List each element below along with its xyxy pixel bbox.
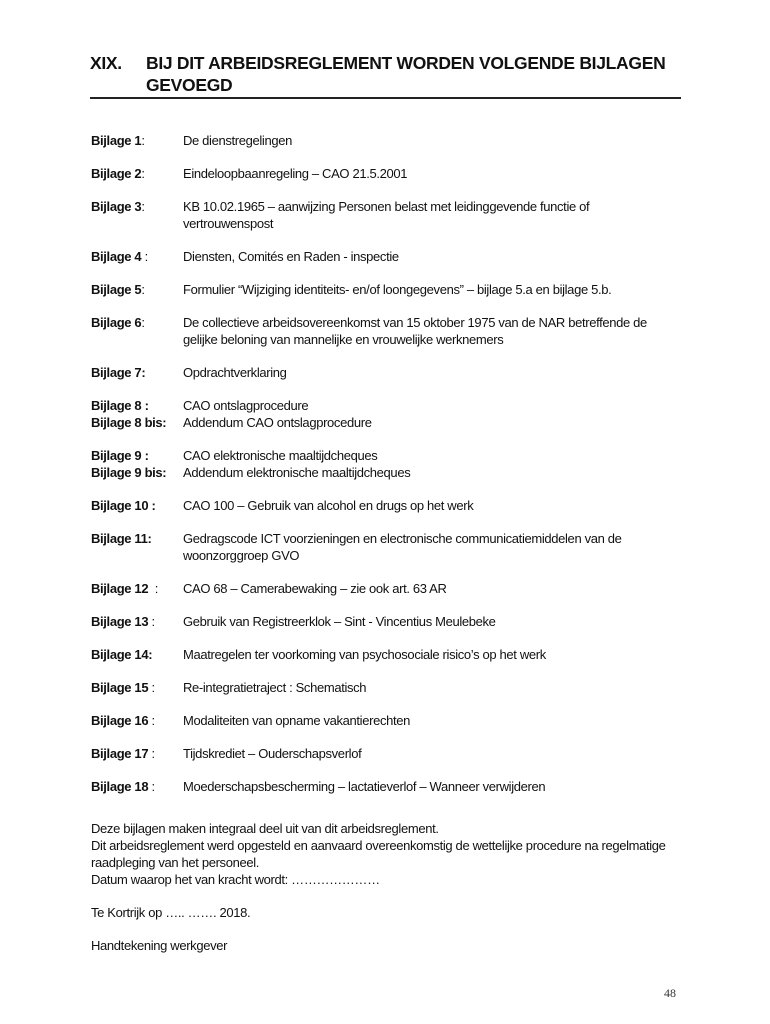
annex-label-suffix: : [148,581,158,596]
annex-number: Bijlage 4 [91,249,142,264]
annex-item-14 [91,646,681,663]
annex-label-suffix: : [148,680,155,695]
annex-item-11 [91,530,681,564]
annex-item-16 [91,712,681,729]
annex-item-18 [91,778,681,795]
annex-label [91,712,183,729]
annex-number: Bijlage 16 [91,713,149,728]
annex-description: CAO ontslagprocedure [183,398,309,413]
annex-number: Bijlage 14: [91,647,153,662]
annex-description: De dienstregelingen [183,133,292,148]
annex-label-suffix: : [141,315,145,330]
annex-number: Bijlage 3 [91,199,142,214]
annex-number: Bijlage 15 [91,680,149,695]
annex-label [91,248,183,265]
annex-item-10 [91,497,681,514]
annex-group-17 [91,745,681,762]
page-number: 48 [664,986,676,1000]
annex-description: Gebruik van Registreerklok – Sint - Vincentius Meulebeke [183,614,496,629]
annex-label [91,198,183,215]
annex-description: Eindeloopbaanregeling – CAO 21.5.2001 [183,166,408,181]
annex-description: De collectieve arbeidsovereenkomst van 15 oktober 1975 van de NAR betreffende de gelijke beloning van mannelijke en vrouwelijke werknemers [183,315,647,347]
annex-description: Tijdskrediet – Ouderschapsverlof [183,746,362,761]
annex-description: CAO elektronische maaltijdcheques [183,448,378,463]
annex-label [91,679,183,696]
closing-statement [91,820,681,954]
annex-label [91,497,183,514]
annex-label [91,397,183,414]
annex-group-9 [91,447,681,481]
place-and-date: Te Kortrijk op ….. ……. 2018. [91,905,251,920]
annex-label [91,364,183,381]
annex-group-13 [91,613,681,630]
annex-item-17 [91,745,681,762]
annex-group-6 [91,314,681,348]
annex-label-suffix: : [141,249,148,264]
annex-item-12 [91,580,681,597]
annex-description: Re-integratietraject : Schematisch [183,680,367,695]
annex-label [91,530,183,547]
annex-item-2 [91,165,681,182]
annex-label-suffix: : [148,713,155,728]
annex-number: Bijlage 17 [91,746,149,761]
annex-item-13 [91,613,681,630]
annex-label [91,646,183,663]
annex-description: Opdrachtverklaring [183,365,287,380]
annex-item-5 [91,281,681,298]
annex-label-suffix: : [141,199,145,214]
annex-group-14 [91,646,681,663]
closing-line-procedure: Dit arbeidsreglement werd opgesteld en aanvaard overeenkomstig de wettelijke procedure na regelmatige raadpleging van het personeel. [91,838,666,870]
annex-label [91,281,183,298]
annex-item-4 [91,248,681,265]
annex-description: Addendum elektronische maaltijdcheques [183,465,411,480]
annex-number: Bijlage 9 : [91,448,149,463]
closing-line-effective-date: Datum waarop het van kracht wordt: ………………… [91,872,380,887]
annex-label [91,314,183,331]
annex-number: Bijlage 18 [91,779,149,794]
annex-label [91,414,183,431]
annex-group-2 [91,165,681,182]
annex-description: CAO 68 – Camerabewaking – zie ook art. 63 AR [183,581,447,596]
annex-group-7 [91,364,681,381]
annex-number: Bijlage 8 : [91,398,149,413]
annex-list [91,132,681,811]
annex-number: Bijlage 6 [91,315,142,330]
heading-rule-divider [90,97,681,99]
annex-label-suffix: : [148,614,155,629]
annex-item-1 [91,132,681,149]
annex-group-5 [91,281,681,298]
annex-description: Moederschapsbescherming – lactatieverlof – Wanneer verwijderen [183,779,546,794]
annex-number: Bijlage 8 bis: [91,415,167,430]
annex-label [91,464,183,481]
annex-item-8 [91,397,681,414]
annex-label [91,132,183,149]
annex-number: Bijlage 2 [91,166,142,181]
annex-item-15 [91,679,681,696]
annex-item-3 [91,198,681,232]
annex-group-15 [91,679,681,696]
annex-number: Bijlage 12 [91,581,149,596]
annex-group-3 [91,198,681,232]
annex-group-18 [91,778,681,795]
annex-group-1 [91,132,681,149]
annex-description: Addendum CAO ontslagprocedure [183,415,372,430]
section-title: BIJ DIT ARBEIDSREGLEMENT WORDEN VOLGENDE BIJLAGEN GEVOEGD [146,53,666,95]
annex-number: Bijlage 10 : [91,498,156,513]
annex-group-12 [91,580,681,597]
annex-number: Bijlage 11: [91,531,152,546]
annex-item-7 [91,364,681,381]
annex-label [91,613,183,630]
annex-description: KB 10.02.1965 – aanwijzing Personen belast met leidinggevende functie of vertrouwenspost [183,199,590,231]
annex-label [91,778,183,795]
annex-group-8 [91,397,681,431]
annex-group-11 [91,530,681,564]
annex-item-8-bis [91,414,681,431]
annex-description: Formulier “Wijziging identiteits- en/of loongegevens” – bijlage 5.a en bijlage 5.b. [183,282,612,297]
annex-description: CAO 100 – Gebruik van alcohol en drugs op het werk [183,498,474,513]
annex-number: Bijlage 5 [91,282,142,297]
annex-label [91,745,183,762]
annex-item-6 [91,314,681,348]
annex-description: Maatregelen ter voorkoming van psychosociale risico’s op het werk [183,647,546,662]
annex-label-suffix: : [141,282,145,297]
annex-label [91,165,183,182]
annex-number: Bijlage 7: [91,365,146,380]
annex-number: Bijlage 13 [91,614,149,629]
annex-description: Diensten, Comités en Raden - inspectie [183,249,399,264]
section-heading [90,52,680,96]
annex-label-suffix: : [148,746,155,761]
annex-label [91,447,183,464]
annex-description: Gedragscode ICT voorzieningen en electronische communicatiemiddelen van de woonzorggroep GVO [183,531,622,563]
annex-group-16 [91,712,681,729]
annex-group-4 [91,248,681,265]
annex-label-suffix: : [141,133,145,148]
section-number: XIX. [90,53,122,73]
annex-label [91,580,183,597]
annex-number: Bijlage 1 [91,133,142,148]
closing-line-integral: Deze bijlagen maken integraal deel uit van dit arbeidsreglement. [91,821,439,836]
annex-label-suffix: : [148,779,155,794]
annex-label-suffix: : [141,166,145,181]
annex-item-9 [91,447,681,464]
annex-item-9-bis [91,464,681,481]
employer-signature-label: Handtekening werkgever [91,938,228,953]
annex-group-10 [91,497,681,514]
annex-description: Modaliteiten van opname vakantierechten [183,713,411,728]
annex-number: Bijlage 9 bis: [91,465,167,480]
